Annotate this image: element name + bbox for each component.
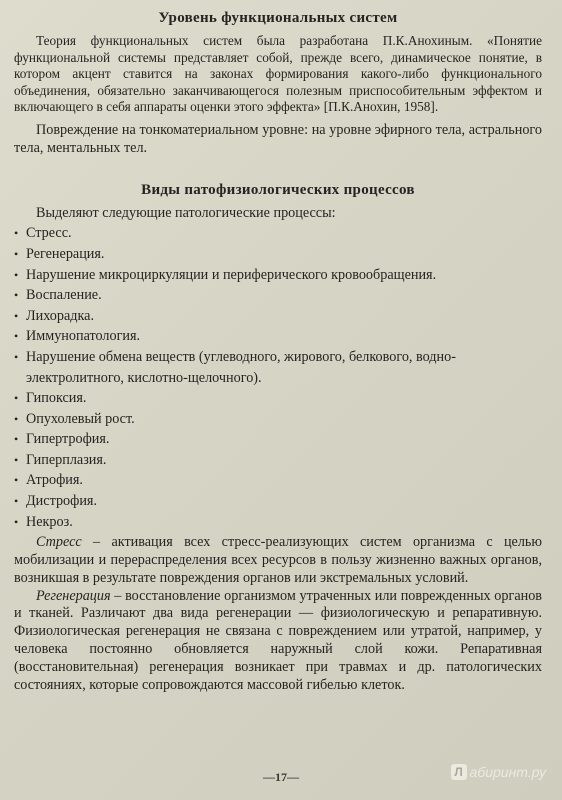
list-item: • Лихорадка. bbox=[14, 306, 542, 327]
list-item: • Опухолевый рост. bbox=[14, 409, 542, 430]
list-item: • Гипоксия. bbox=[14, 388, 542, 409]
list-item: • Атрофия. bbox=[14, 470, 542, 491]
paragraph-list-intro: Выделяют следующие патологические процессы: bbox=[36, 204, 336, 221]
term-regeneration: Регенерация bbox=[36, 587, 111, 604]
list-item: • Гиперплазия. bbox=[14, 450, 542, 471]
definition-regeneration: – восстановление организмом утраченных или поврежденных органов и тканей. Различают два вида регенерации — физиологическую и репаративную. Физиологическая регенерация не связана с повреждением или утратой, например, у человека постоянно обновляется наружный слой кожи. Репаративная (восстановительная) регенерация возникает при травмах и др. патологических состояниях, которые сопровождаются массовой гибелью клеток. bbox=[14, 587, 542, 693]
process-list bbox=[14, 223, 542, 532]
list-item: • Некроз. bbox=[14, 512, 542, 533]
term-stress: Стресс bbox=[36, 534, 82, 551]
list-item: • Иммунопатология. bbox=[14, 326, 542, 347]
list-item: • Воспаление. bbox=[14, 285, 542, 306]
list-item: • Стресс. bbox=[14, 223, 542, 244]
watermark-logo-icon: Л bbox=[451, 764, 467, 780]
list-item: • Нарушение микроциркуляции и периферического кровообращения. bbox=[14, 265, 542, 286]
watermark bbox=[451, 764, 546, 780]
paragraph-anokhin-theory: Теория функциональных систем была разработана П.К.Анохиным. «Понятие функциональной системы представляет собой, прежде всего, динамическое понятие, в котором акцент ставится на законах формирования какого-либо функционального объединения, обязательно заканчивающегося полезным приспособительным эффектом и включающего в себя аппараты оценки этого эффекта» [П.К.Анохин, 1958]. bbox=[14, 33, 542, 115]
section-title-functional-systems: Уровень функциональных систем bbox=[158, 10, 398, 26]
list-item: • Дистрофия. bbox=[14, 491, 542, 512]
list-item: • Нарушение обмена веществ (углеводного, жирового, белкового, водно-электролитного, кислотно-щелочного). bbox=[14, 347, 542, 388]
definition-stress: – активация всех стресс-реализующих систем организма с целью мобилизации и перераспределения всех ресурсов в пользу жизненно важных органов, возникшая в результате повреждения органов или экстремальных условий. bbox=[14, 534, 542, 586]
paragraph-subtle-damage: Повреждение на тонкоматериальном уровне: на уровне эфирного тела, астрального тела, ментальных тел. bbox=[14, 121, 542, 156]
section-title-pathophysiological-processes: Виды патофизиологических процессов bbox=[141, 181, 415, 198]
paragraph-stress-definition bbox=[14, 534, 542, 587]
page-number: —17— bbox=[263, 770, 299, 784]
list-item: • Регенерация. bbox=[14, 244, 542, 265]
list-item: • Гипертрофия. bbox=[14, 429, 542, 450]
watermark-text: абиринт.ру bbox=[469, 764, 546, 780]
paragraph-regeneration-definition bbox=[14, 588, 542, 695]
